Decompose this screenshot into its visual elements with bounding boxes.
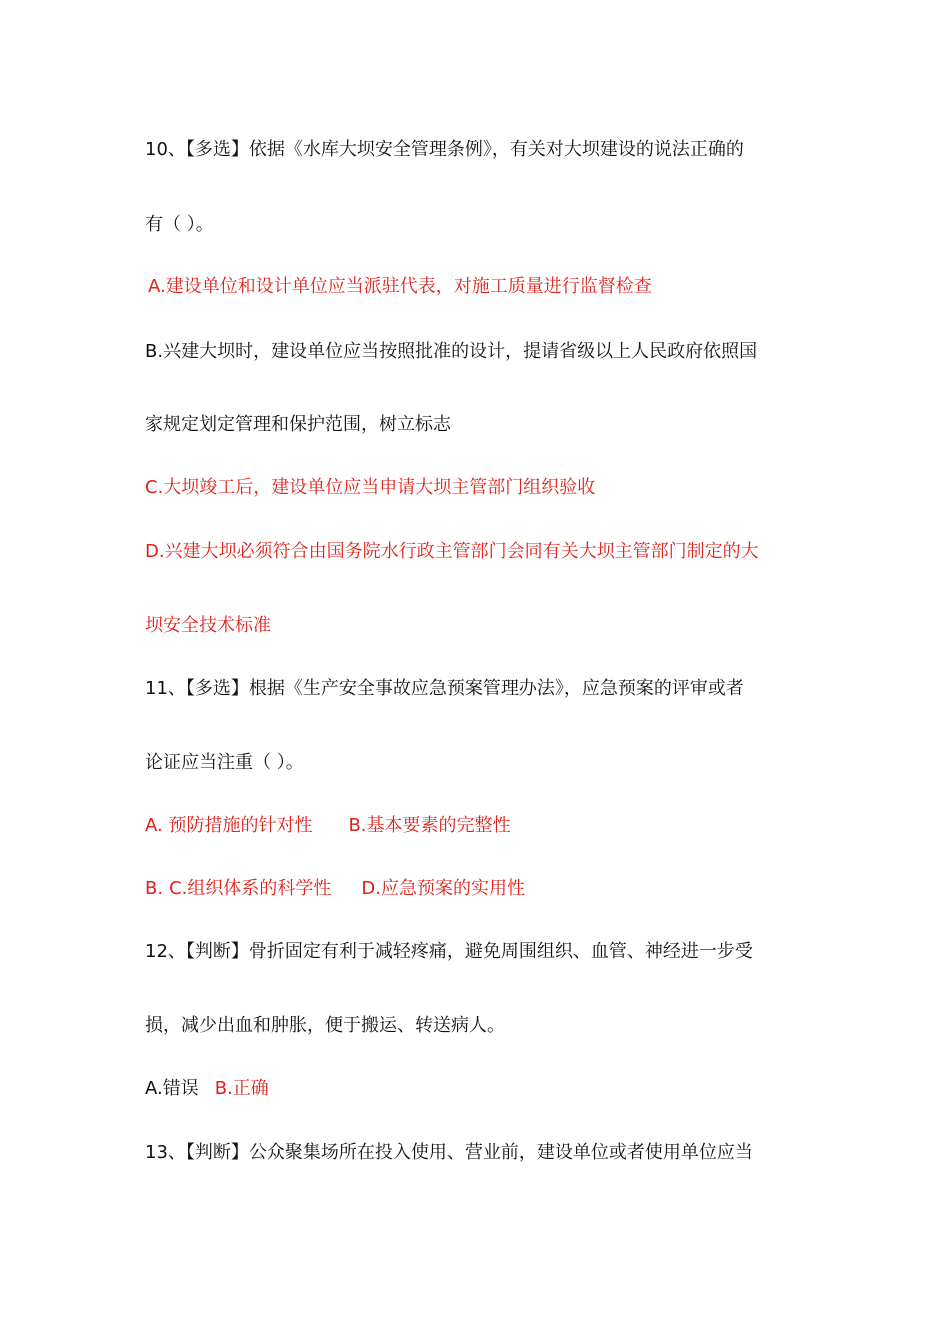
question-11-options-row2 xyxy=(145,877,525,901)
question-11-option-a: A. 预防措施的针对性 xyxy=(145,815,313,836)
question-11-text-line1: 11、【多选】根据《生产安全事故应急预案管理办法》，应急预案的评审或者 xyxy=(145,678,744,699)
question-10-option-d-line2: 坝安全技术标准 xyxy=(145,615,271,636)
question-10-option-b-line1: B.兴建大坝时，建设单位应当按照批准的设计，提请省级以上人民政府依照国 xyxy=(145,341,758,362)
question-10-option-c: C.大坝竣工后，建设单位应当申请大坝主管部门组织验收 xyxy=(145,477,596,498)
question-12-options-row xyxy=(145,1077,269,1101)
question-11-option-b: B.基本要素的完整性 xyxy=(348,815,511,836)
question-12-option-b: B.正确 xyxy=(214,1078,269,1099)
question-10-option-b-line2: 家规定划定管理和保护范围，树立标志 xyxy=(145,414,451,435)
question-12-text-line2: 损，减少出血和肿胀，便于搬运、转送病人。 xyxy=(145,1015,505,1036)
question-12-option-a: A.错误 xyxy=(145,1078,199,1099)
question-13-text-line1: 13、【判断】公众聚集场所在投入使用、营业前，建设单位或者使用单位应当 xyxy=(145,1142,753,1163)
question-10-option-d-line1: D.兴建大坝必须符合由国务院水行政主管部门会同有关大坝主管部门制定的大 xyxy=(145,541,759,562)
question-11-option-b-prefix: B. xyxy=(145,878,164,899)
question-11-text-line2: 论证应当注重（ ）。 xyxy=(145,752,304,773)
question-11-option-d: D.应急预案的实用性 xyxy=(361,878,525,899)
question-11-options-row1 xyxy=(145,814,511,838)
question-10-option-a: A.建设单位和设计单位应当派驻代表，对施工质量进行监督检查 xyxy=(148,276,652,297)
question-10-text-line1: 10、【多选】依据《水库大坝安全管理条例》，有关对大坝建设的说法正确的 xyxy=(145,139,744,160)
question-11-option-c: C.组织体系的科学性 xyxy=(169,878,332,899)
question-12-text-line1: 12、【判断】骨折固定有利于减轻疼痛，避免周围组织、血管、神经进一步受 xyxy=(145,941,753,962)
question-10-text-line2: 有（ ）。 xyxy=(145,214,214,235)
